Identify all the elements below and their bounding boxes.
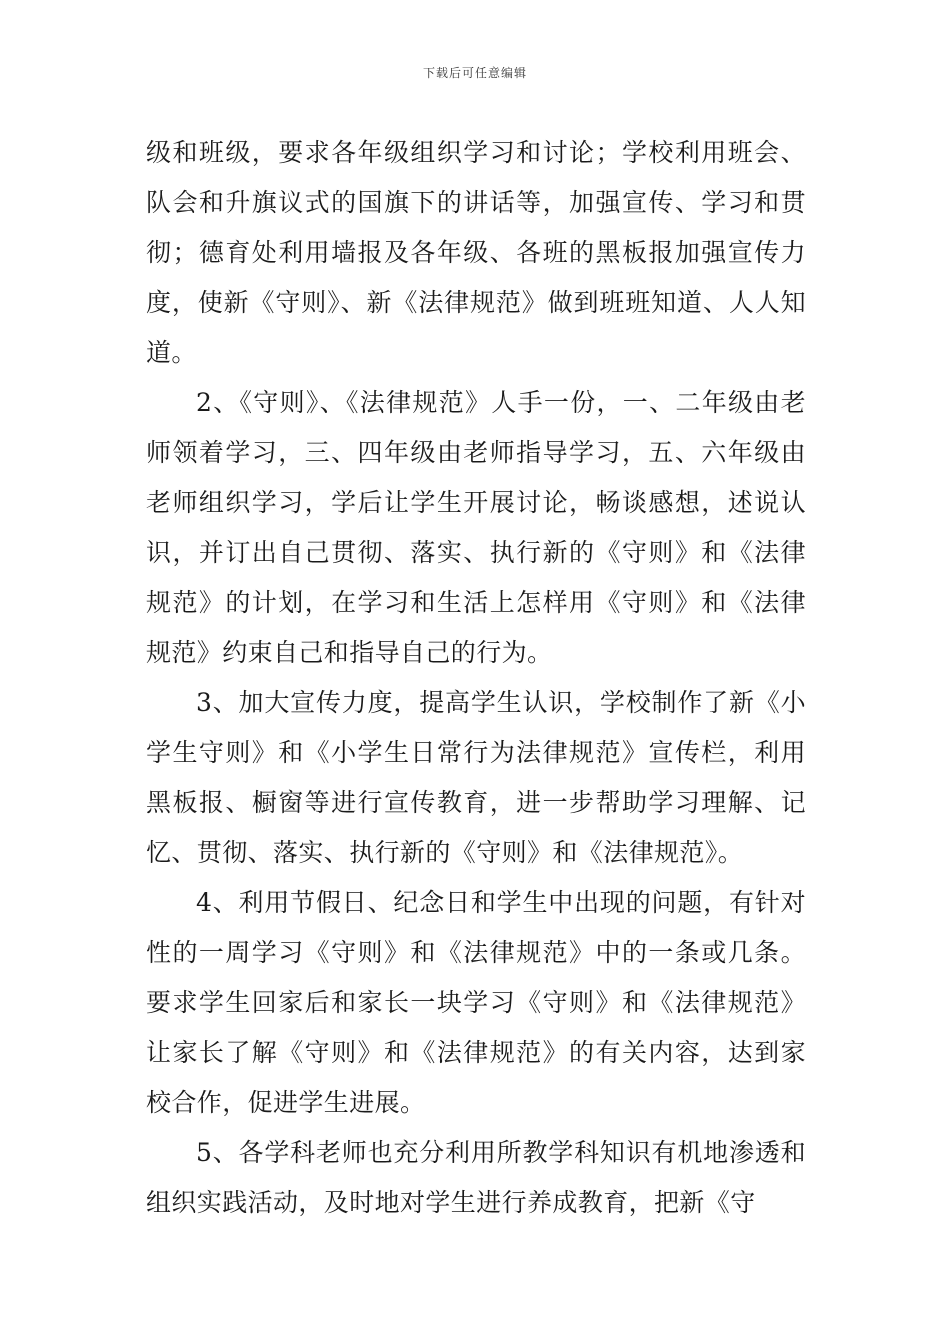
page-header: 下载后可任意编辑 <box>422 66 527 80</box>
paragraph-item-3: 3、加大宣传力度，提高学生认识，学校制作了新《小学生守则》和《小学生日常行为法律规范》宣传栏，利用黑板报、橱窗等进行宣传教育，进一步帮助学习理解、记忆、贯彻、落实、执行新的《守则》和《法律规范》。 <box>146 688 806 867</box>
paragraph-continuation: 级和班级，要求各年级组织学习和讨论；学校利用班会、队会和升旗议式的国旗下的讲话等，加强宣传、学习和贯彻；德育处利用墙报及各年级、各班的黑板报加强宣传力度，使新《守则》、新《法律规范》做到班班知道、人人知道。 <box>146 138 806 367</box>
document-body <box>146 128 806 1228</box>
paragraph-item-2: 2、《守则》、《法律规范》人手一份，一、二年级由老师领着学习，三、四年级由老师指导学习，五、六年级由老师组织学习，学后让学生开展讨论，畅谈感想，述说认识，并订出自己贯彻、落实、执行新的《守则》和《法律规范》的计划，在学习和生活上怎样用《守则》和《法律规范》约束自己和指导自己的行为。 <box>146 388 806 667</box>
paragraph-item-5: 5、各学科老师也充分利用所教学科知识有机地渗透和组织实践活动，及时地对学生进行养成教育，把新《守 <box>146 1138 806 1217</box>
paragraph-item-4: 4、利用节假日、纪念日和学生中出现的问题，有针对性的一周学习《守则》和《法律规范》中的一条或几条。要求学生回家后和家长一块学习《守则》和《法律规范》让家长了解《守则》和《法律规范》的有关内容，达到家校合作，促进学生进展。 <box>146 888 806 1117</box>
